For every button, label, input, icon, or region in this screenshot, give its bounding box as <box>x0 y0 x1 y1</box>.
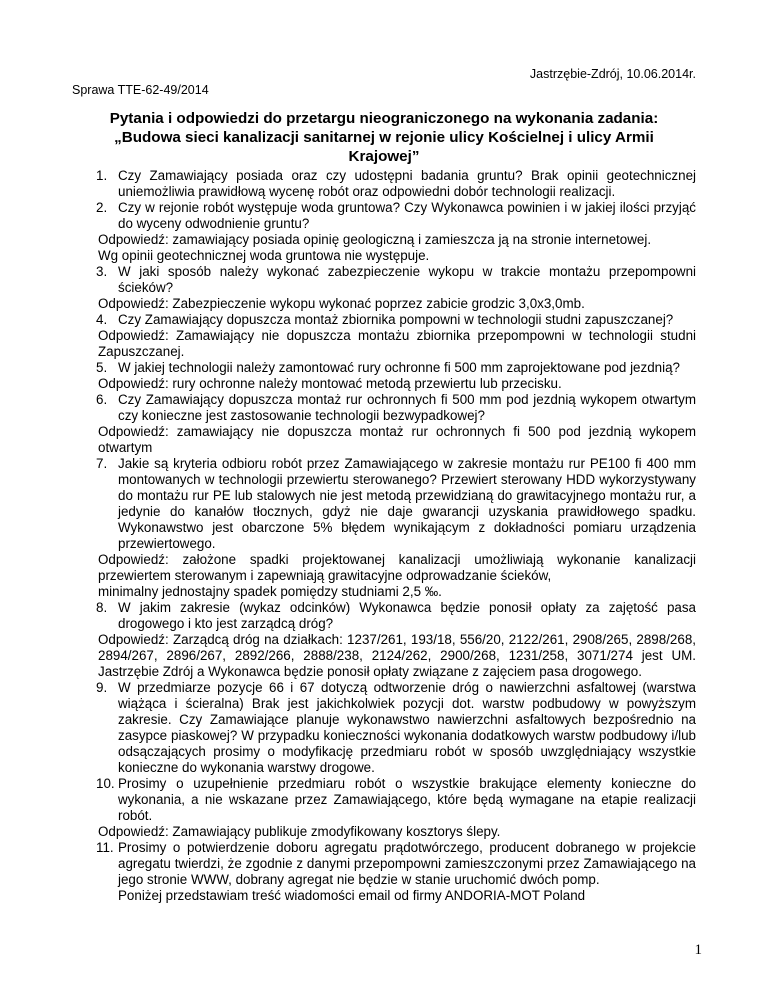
note-text: Poniżej przedstawiam treść wiadomości email od firmy ANDORIA-MOT Poland <box>118 888 586 903</box>
answer-text: Odpowiedź: Zamawiający nie dopuszcza montażu zbiornika przepompowni w technologii studni Zapuszczanej. <box>98 328 696 359</box>
place-date: Jastrzębie-Zdrój, 10.06.2014r. <box>529 67 696 81</box>
answer-text: Odpowiedź: Zamawiający publikuje zmodyfikowany kosztorys ślepy. <box>98 824 501 839</box>
question-number: 9. <box>96 680 108 695</box>
document-body <box>98 168 696 904</box>
question-text: W jakiej technologii należy zamontować rury ochronne fi 500 mm zaprojektowane pod jezdnią? <box>118 360 680 375</box>
question-text: W jaki sposób należy wykonać zabezpieczenie wykopu w trakcie montażu przepompowni ścieków? <box>118 264 696 295</box>
answer-text: Odpowiedź: założone spadki projektowanej kanalizacji umożliwiają wykonanie kanalizacji przewiertem sterowanym i zapewniają grawitacyjne odprowadzanie ścieków, <box>98 552 696 583</box>
question-number: 1. <box>96 168 108 183</box>
question-item <box>98 168 696 200</box>
question-item <box>98 456 696 552</box>
question-number: 10. <box>96 776 115 791</box>
question-text: W przedmiarze pozycje 66 i 67 dotyczą odtworzenie dróg o nawierzchni asfaltowej (warstwa wiążąca i ścieralna) Brak jest jakichkolwiek pozycji dot. warstw podbudowy w powyższym zakresie. Czy Zamawiające planuje wykonawstwo nawierzchni asfaltowych bezpośrednio na zasypce piaskowej? W przypadku konieczności wykonania dodatkowych warstw podbudowy i/lub odsączających prosimy o modyfikację przedmiaru robót w sposób uwzględniający wszystkie konieczne do wykonania warstwy drogowe. <box>118 680 696 775</box>
question-item <box>98 264 696 296</box>
question-number: 5. <box>96 360 108 375</box>
question-number: 3. <box>96 264 108 279</box>
question-item <box>98 360 696 376</box>
question-item <box>98 600 696 632</box>
question-number: 2. <box>96 200 108 215</box>
case-reference: Sprawa TTE-62-49/2014 <box>72 83 209 97</box>
question-number: 4. <box>96 312 108 327</box>
question-item <box>98 200 696 232</box>
page-number: 1 <box>694 942 702 958</box>
answer-text: Wg opinii geotechnicznej woda gruntowa nie występuje. <box>98 248 430 263</box>
question-text: Jakie są kryteria odbioru robót przez Zamawiającego w zakresie montażu rur PE100 fi 400 mm montowanych w technologii przewiertu sterowanego? Przewiert sterowany HDD wykorzystywany do montażu rur PE lub stalowych nie jest metodą przewidzianą do grawitacyjnego montażu rur, a jedynie do kanałów tłocznych, gdyż nie daje gwarancji uzyskania prawidłowego spadku. Wykonawstwo jest obarczone 5% błędem wynikającym z dokładności pomiaru urządzenia przewiertowego. <box>118 456 696 551</box>
question-text: Czy w rejonie robót występuje woda gruntowa? Czy Wykonawca powinien i w jakiej ilości przyjąć do wyceny odwodnienie gruntu? <box>118 200 696 231</box>
question-text: Czy Zamawiający dopuszcza montaż rur ochronnych fi 500 mm pod jezdnią wykopem otwartym czy konieczne jest zastosowanie technologii bezwypadkowej? <box>118 392 696 423</box>
question-number: 11. <box>96 840 114 855</box>
question-number: 8. <box>96 600 108 615</box>
document-title: Pytania i odpowiedzi do przetargu nieograniczonego na wykonania zadania: „Budowa sieci kanalizacji sanitarnej w rejonie ulicy Kościelnej i ulicy Armii Krajowej” <box>109 110 659 165</box>
question-item <box>98 680 696 776</box>
question-text: Prosimy o uzupełnienie przedmiaru robót o wszystkie brakujące elementy konieczne do wykonania, a nie wskazane przez Zamawiającego, które będą wymagane na etapie realizacji robót. <box>118 776 696 823</box>
question-item <box>98 392 696 424</box>
question-number: 6. <box>96 392 108 407</box>
question-item <box>98 312 696 328</box>
question-item <box>98 776 696 824</box>
question-number: 7. <box>96 456 108 471</box>
answer-text: Odpowiedź: zamawiający nie dopuszcza montaż rur ochronnych fi 500 pod jezdnią wykopem otwartym <box>98 424 696 455</box>
question-text: Czy Zamawiający dopuszcza montaż zbiornika pompowni w technologii studni zapuszczanej? <box>118 312 674 327</box>
answer-text: Odpowiedź: rury ochronne należy montować metodą przewiertu lub przecisku. <box>98 376 562 391</box>
question-text: Czy Zamawiający posiada oraz czy udostępni badania gruntu? Brak opinii geotechnicznej uniemożliwia prawidłową wycenę robót oraz odpowiedni dobór technologii realizacji. <box>118 168 696 199</box>
answer-text: Odpowiedź: Zarządcą dróg na działkach: 1237/261, 193/18, 556/20, 2122/261, 2908/265, 2898/268, 2894/267, 2896/267, 2892/266, 2888/238, 2124/262, 2900/268, 1231/258, 3071/274 jest UM. Jastrzębie Zdrój a Wykonawca będzie ponosił opłaty związane z zajęciem pasa drogowego. <box>98 632 696 679</box>
question-item <box>98 840 696 888</box>
answer-text: Odpowiedź: Zabezpieczenie wykopu wykonać poprzez zabicie grodzic 3,0x3,0mb. <box>98 296 585 311</box>
answer-text: minimalny jednostajny spadek pomiędzy studniami 2,5 ‰. <box>98 584 442 599</box>
answer-text: Odpowiedź: zamawiający posiada opinię geologiczną i zamieszcza ją na stronie internetowej. <box>98 232 652 247</box>
question-text: W jakim zakresie (wykaz odcinków) Wykonawca będzie ponosił opłaty za zajętość pasa drogowego i kto jest zarządcą dróg? <box>118 600 696 631</box>
question-text: Prosimy o potwierdzenie doboru agregatu prądotwórczego, producent dobranego w projekcie agregatu twierdzi, że zgodnie z danymi przepompowni zamieszczonymi przez Zamawiającego na jego stronie WWW, dobrany agregat nie będzie w stanie uruchomić dwóch pomp. <box>118 840 696 887</box>
